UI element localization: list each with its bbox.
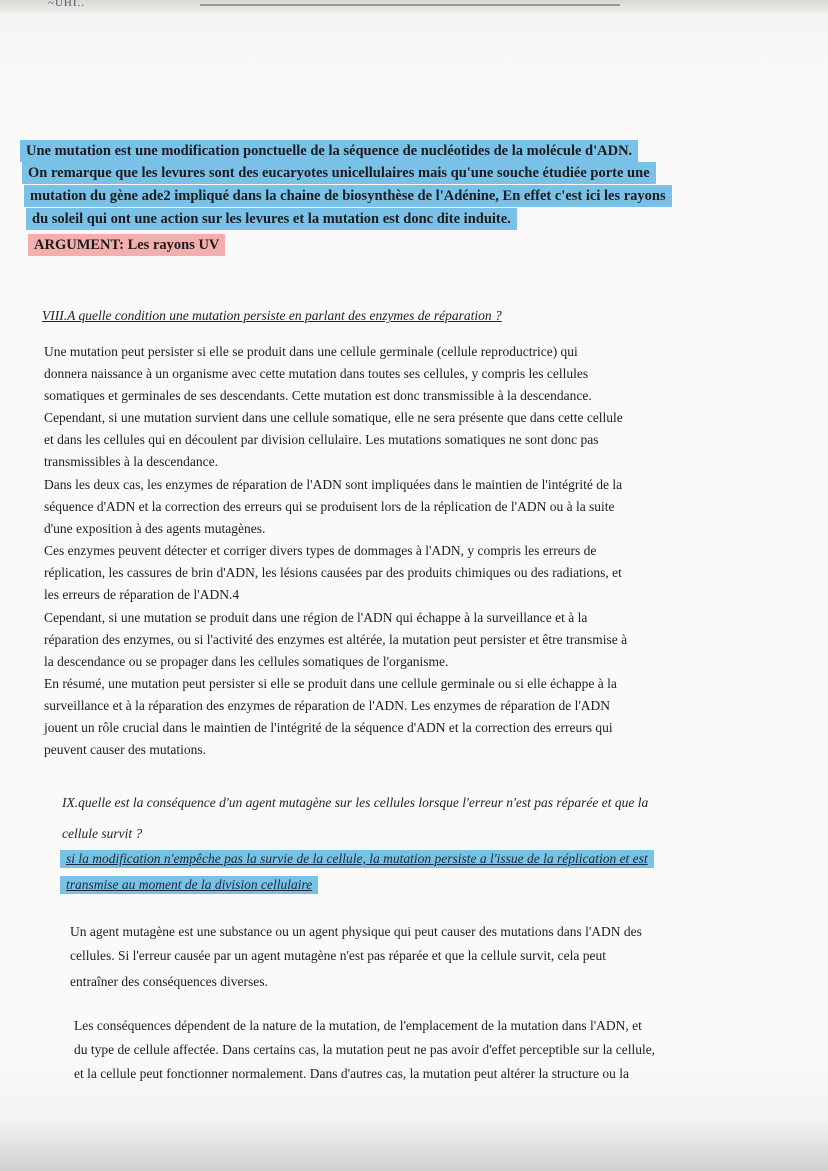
text-line: Cependant, si une mutation se produit dans une région de l'ADN qui échappe à la surveillance et à la bbox=[44, 610, 588, 625]
header-scrap-text: ~UHI.. bbox=[48, 0, 86, 9]
text-line: surveillance et à la réparation des enzymes de réparation de l'ADN. Les enzymes de réparation de l'ADN bbox=[44, 698, 611, 713]
text-line: peuvent causer des mutations. bbox=[44, 742, 206, 757]
text-line: En résumé, une mutation peut persister si elle se produit dans une cellule germinale ou si elle échappe à la bbox=[44, 676, 617, 691]
highlight-line: du soleil qui ont une action sur les levures et la mutation est donc dite induite. bbox=[26, 208, 517, 230]
page-bottom-shadow bbox=[0, 1120, 828, 1171]
argument-line: ARGUMENT: Les rayons UV bbox=[28, 234, 225, 256]
text-line: transmissibles à la descendance. bbox=[44, 454, 218, 469]
highlight-line: Une mutation est une modification ponctuelle de la séquence de nucléotides de la molécule d'ADN. bbox=[20, 140, 638, 162]
text-line: donnera naissance à un organisme avec cette mutation dans toutes ses cellules, y compris les cellules bbox=[44, 366, 589, 381]
text-line: réplication, les cassures de brin d'ADN, les lésions causées par des produits chimiques ou des radiations, et bbox=[44, 565, 622, 580]
text-line: Ces enzymes peuvent détecter et corriger divers types de dommages à l'ADN, y compris les erreurs de bbox=[44, 543, 597, 558]
text-line: et la cellule peut fonctionner normalement. Dans d'autres cas, la mutation peut altérer la structure ou la bbox=[74, 1066, 629, 1081]
text-line: somatiques et germinales de ses descendants. Cette mutation est donc transmissible à la descendance. bbox=[44, 388, 592, 403]
question-ix-line1: IX.quelle est la conséquence d'un agent mutagène sur les cellules lorsque l'erreur n'est pas réparée et que la bbox=[62, 795, 649, 810]
text-line: Dans les deux cas, les enzymes de réparation de l'ADN sont impliquées dans le maintien de l'intégrité de la bbox=[44, 477, 623, 492]
text-line: Cependant, si une mutation survient dans une cellule somatique, elle ne sera présente que dans cette cellule bbox=[44, 410, 623, 425]
text-line: cellules. Si l'erreur causée par un agent mutagène n'est pas réparée et que la cellule survit, cela peut bbox=[70, 948, 606, 963]
highlight-line: mutation du gène ade2 impliqué dans la chaine de biosynthèse de l'Adénine, En effet c'est ici les rayons bbox=[24, 185, 672, 207]
text-line: séquence d'ADN et la correction des erreurs qui se produisent lors de la réplication de l'ADN ou à la suite bbox=[44, 499, 615, 514]
text-line: réparation des enzymes, ou si l'activité des enzymes est altérée, la mutation peut persister et être transmise à bbox=[44, 632, 628, 647]
question-ix-line2: cellule survit ? bbox=[62, 826, 143, 841]
text-line: et dans les cellules qui en découlent par division cellulaire. Les mutations somatiques ne sont donc pas bbox=[44, 432, 599, 447]
answer-highlight-line2: transmise au moment de la division cellulaire bbox=[60, 876, 318, 894]
question-viii: VIII.A quelle condition une mutation persiste en parlant des enzymes de réparation ? bbox=[42, 308, 502, 323]
top-rule bbox=[200, 4, 620, 6]
text-line: Les conséquences dépendent de la nature de la mutation, de l'emplacement de la mutation dans l'ADN, et bbox=[74, 1018, 642, 1033]
text-line: entraîner des conséquences diverses. bbox=[70, 974, 268, 989]
text-line: du type de cellule affectée. Dans certains cas, la mutation peut ne pas avoir d'effet perceptible sur la cellule, bbox=[74, 1042, 656, 1057]
text-line: d'une exposition à des agents mutagènes. bbox=[44, 521, 266, 536]
answer-highlight-line1: si la modification n'empêche pas la survie de la cellule, la mutation persiste a l'issue de la réplication et est bbox=[60, 850, 654, 868]
text-line: Un agent mutagène est une substance ou un agent physique qui peut causer des mutations dans l'ADN des bbox=[70, 924, 642, 939]
highlight-line: On remarque que les levures sont des eucaryotes unicellulaires mais qu'une souche étudiée porte une bbox=[22, 162, 656, 184]
text-line: les erreurs de réparation de l'ADN.4 bbox=[44, 587, 240, 602]
text-line: jouent un rôle crucial dans le maintien de l'intégrité de la séquence d'ADN et la correction des erreurs qui bbox=[44, 720, 613, 735]
text-line: la descendance ou se propager dans les cellules somatiques de l'organisme. bbox=[44, 654, 449, 669]
page-top-edge bbox=[0, 0, 828, 14]
text-line: Une mutation peut persister si elle se produit dans une cellule germinale (cellule reproductrice) qui bbox=[44, 344, 578, 359]
